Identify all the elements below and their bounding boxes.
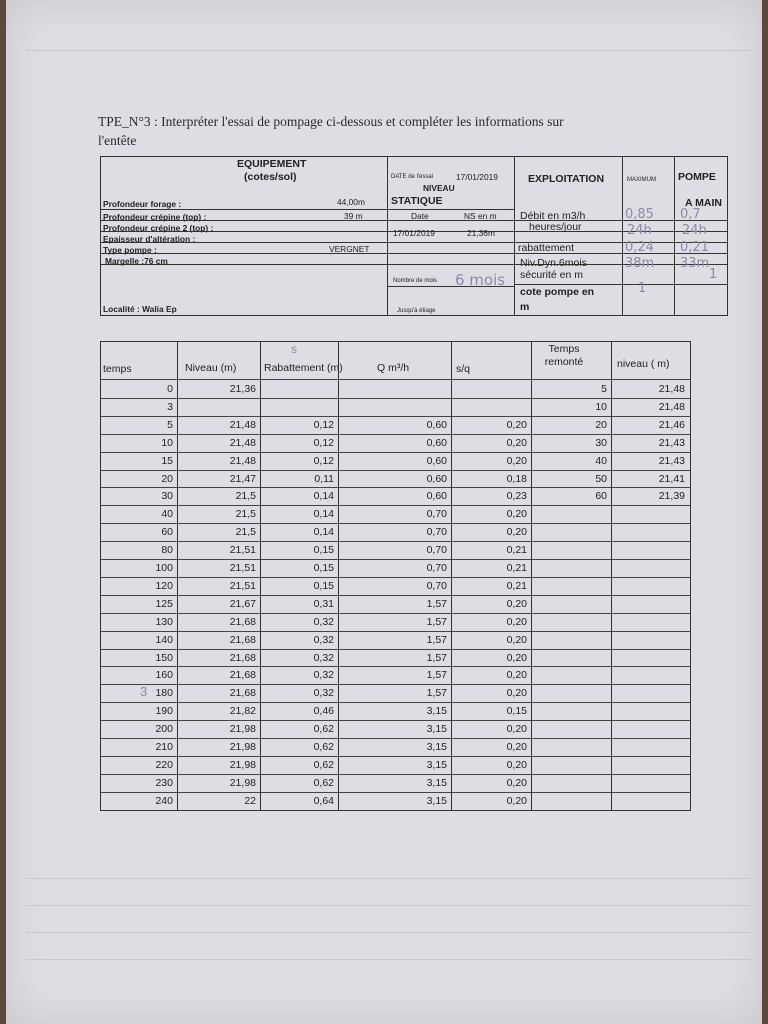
table-cell: 3,15 — [426, 741, 447, 753]
table-cell: 10 — [595, 400, 607, 413]
table-cell: 0 — [167, 383, 173, 395]
table-cell: 40 — [595, 454, 607, 467]
table-cell: 21,98 — [229, 723, 256, 736]
niveau-label: NIVEAU — [423, 183, 455, 193]
table-cell: 0,60 — [426, 454, 447, 467]
date-col-label: Date — [411, 211, 429, 221]
expl-row-m: m — [520, 301, 530, 313]
maximum-label: MAXIMUM — [627, 177, 656, 183]
table-cell: 0,70 — [426, 544, 447, 557]
table-cell: 3,15 — [426, 776, 447, 789]
pompe-heures: 24h — [682, 223, 707, 238]
table-cell: 0,20 — [506, 687, 527, 700]
table-cell: 21,68 — [229, 615, 256, 628]
pompe-nivdyn: 33m — [680, 256, 710, 271]
header-sq: s/q — [456, 363, 471, 375]
type-pompe-value: VERGNET — [329, 244, 370, 254]
table-cell: 1,57 — [426, 669, 447, 682]
type-pompe-label: Type pompe : — [103, 245, 157, 255]
table-cell: 40 — [161, 508, 173, 521]
title-line-2: l'entête — [98, 133, 137, 148]
table-cell: 21,48 — [229, 418, 256, 431]
table-cell: 120 — [155, 579, 173, 592]
table-cell: 0,11 — [314, 472, 334, 485]
table-cell: 21,68 — [229, 669, 256, 682]
table-cell: 0,32 — [313, 615, 334, 628]
expl-row-securite: sécurité en m — [520, 269, 584, 281]
ruled-line — [26, 959, 752, 960]
profondeur-crepine-label: Profondeur crépine (top) : — [103, 212, 207, 222]
table-cell: 21,5 — [235, 508, 256, 521]
table-cell: 0,62 — [313, 741, 334, 753]
table-cell: 0,70 — [426, 562, 447, 574]
statique-label: STATIQUE — [391, 195, 443, 207]
table-cell: 21,67 — [229, 597, 256, 610]
table-cell: 0,20 — [506, 597, 527, 610]
table-cell: 21,51 — [229, 579, 256, 592]
table-cell: 21,82 — [229, 705, 256, 718]
margelle-label: Margelle :76 cm — [105, 256, 168, 266]
table-cell: 21,36 — [229, 383, 256, 395]
table-cell: 0,20 — [506, 633, 527, 646]
table-cell: 22 — [244, 794, 256, 807]
table-cell: 210 — [155, 741, 173, 753]
expl-row-nivdyn: Niv.Dyn.6mois — [520, 257, 587, 269]
a-main-label: A MAIN — [685, 197, 722, 209]
table-cell: 0,60 — [426, 436, 447, 449]
table-cell: 0,62 — [313, 758, 334, 771]
epaisseur-label: Epaisseur d'altération : — [103, 234, 196, 244]
table-cell: 0,21 — [506, 544, 527, 557]
table-cell: 5 — [167, 418, 173, 431]
table-cell: 200 — [155, 723, 173, 736]
table-cell: 160 — [155, 669, 173, 682]
table-cell: 0,64 — [313, 794, 334, 807]
table-cell: 0,14 — [313, 490, 334, 503]
ruled-line — [26, 878, 752, 879]
table-cell: 0,20 — [506, 741, 527, 753]
table-cell: 30 — [595, 436, 607, 449]
table-cell: 0,32 — [313, 633, 334, 646]
table-cell: 21,68 — [229, 651, 256, 664]
table-cell: 3,15 — [426, 758, 447, 771]
pumping-test-table — [100, 341, 691, 811]
date-essai-value: 17/01/2019 — [456, 172, 498, 182]
table-cell: 0,12 — [313, 418, 334, 431]
table-cell: 140 — [155, 633, 173, 646]
header-q: Q m³/h — [377, 362, 410, 374]
table-cell: 0,20 — [506, 615, 527, 628]
table-cell: 240 — [155, 794, 173, 807]
table-cell: 0,46 — [313, 705, 334, 718]
expl-row-cote: cote pompe en — [520, 286, 595, 298]
jusqu-etiage-label: Jusqu'à étiage — [397, 308, 436, 314]
table-cell: 5 — [601, 383, 607, 395]
table-cell: 1,57 — [426, 633, 447, 646]
max-heures: 24h — [627, 223, 652, 238]
table-cell: 0,32 — [313, 651, 334, 664]
table-cell: 20 — [595, 418, 607, 431]
header-rabattement: Rabattement (m) — [264, 362, 343, 374]
table-cell: 0,15 — [313, 562, 334, 574]
max-debit: 0,85 — [625, 207, 654, 222]
table-cell: 150 — [155, 651, 173, 664]
table-cell: 0,20 — [506, 794, 527, 807]
table-cell: 0,32 — [313, 687, 334, 700]
table-cell: 15 — [161, 454, 173, 467]
table-cell: 0,20 — [506, 526, 527, 539]
table-cell: 21,5 — [235, 526, 256, 539]
header-temps: temps — [103, 363, 132, 375]
exploitation-label: EXPLOITATION — [528, 173, 605, 185]
equipement-label: EQUIPEMENT — [237, 158, 307, 170]
table-cell: 0,20 — [506, 723, 527, 736]
table-cell: 21,5 — [235, 490, 256, 503]
ruled-line — [26, 932, 752, 933]
max-nivdyn: 38m — [625, 256, 655, 271]
table-cell: 0,60 — [426, 490, 447, 503]
table-cell: 0,20 — [506, 669, 527, 682]
table-cell: 21,51 — [229, 562, 256, 574]
table-cell: 0,60 — [426, 472, 447, 485]
table-cell: 0,12 — [313, 454, 334, 467]
table-cell: 100 — [155, 562, 173, 574]
table-cell: 0,20 — [506, 508, 527, 521]
table-cell: 1,57 — [426, 651, 447, 664]
table-cell: 50 — [595, 472, 607, 485]
table-cell: 125 — [155, 597, 173, 610]
table-cell: 60 — [161, 526, 173, 539]
table-cell: 3,15 — [426, 794, 447, 807]
table-cell: 0,70 — [426, 526, 447, 539]
table-cell: 0,12 — [313, 436, 334, 449]
ns-col-label: NS en m — [464, 211, 497, 221]
table-cell: 21,41 — [658, 472, 685, 485]
ruled-line — [26, 905, 752, 906]
table-cell: 21,48 — [229, 436, 256, 449]
table-cell: 0,60 — [426, 418, 447, 431]
table-cell: 21,48 — [658, 400, 685, 413]
table-cell: 21,43 — [658, 454, 685, 467]
table-cell: 220 — [155, 758, 173, 771]
header-niveau-remonte: niveau ( m) — [617, 358, 670, 370]
table-cell: 180 — [155, 687, 173, 700]
table-cell: 0,31 — [313, 597, 334, 610]
table-cell: 21,68 — [229, 633, 256, 646]
profondeur-forage-value: 44,00m — [337, 197, 365, 207]
table-cell: 0,20 — [506, 758, 527, 771]
table-cell: 0,21 — [506, 562, 527, 574]
table-cell: 0,70 — [426, 508, 447, 521]
header-niveau: Niveau (m) — [185, 362, 237, 374]
table-cell: 0,18 — [506, 472, 527, 485]
table-cell: 21,98 — [229, 741, 256, 753]
table-cell: 0,21 — [506, 579, 527, 592]
table-cell: 0,20 — [506, 454, 527, 467]
pompe-cote: 1 — [709, 267, 718, 282]
ruled-line — [26, 50, 752, 51]
table-cell: 21,48 — [658, 383, 685, 395]
table-cell: 0,14 — [313, 508, 334, 521]
table-cell: 0,70 — [426, 579, 447, 592]
table-cell: 190 — [155, 705, 173, 718]
table-cell: 0,20 — [506, 418, 527, 431]
table-cell: 0,14 — [313, 526, 334, 539]
table-cell: 1,57 — [426, 687, 447, 700]
margin-mark: 3 — [140, 684, 148, 699]
table-cell: 3,15 — [426, 705, 447, 718]
assignment-title — [98, 112, 638, 150]
table-cell: 0,32 — [313, 669, 334, 682]
expl-row-heures: heures/jour — [529, 221, 582, 233]
table-cell: 21,43 — [658, 436, 685, 449]
max-rabattement: 0,24 — [625, 240, 654, 255]
pompe-debit: 0,7 — [680, 207, 701, 222]
table-cell: 80 — [161, 544, 173, 557]
table-cell: 0,20 — [506, 651, 527, 664]
table-cell: 0,62 — [313, 723, 334, 736]
table-cell: 30 — [161, 490, 173, 503]
rabattement-s-mark: s — [291, 342, 297, 356]
profondeur-forage-label: Profondeur forage : — [103, 199, 182, 209]
nombre-mois-label: Nombre de mois — [393, 278, 438, 284]
title-line-1: TPE_N°3 : Interpréter l'essai de pompage ci-dessous et compléter les informations sur — [98, 114, 564, 129]
table-cell: 21,51 — [229, 544, 256, 557]
header-temps-remonte: Temps remonté — [544, 343, 584, 368]
table-cell: 3,15 — [426, 723, 447, 736]
date-value: 17/01/2019 — [393, 228, 435, 238]
table-cell: 21,39 — [658, 490, 685, 503]
table-cell: 21,68 — [229, 687, 256, 700]
localite-label: Localité : Walia Ep — [103, 304, 177, 314]
table-cell: 230 — [155, 776, 173, 789]
table-cell: 20 — [161, 472, 173, 485]
table-cell: 10 — [161, 436, 173, 449]
max-cote: 1 — [638, 281, 647, 296]
table-cell: 0,15 — [506, 705, 527, 718]
ns-value: 21,36m — [467, 228, 495, 238]
table-cell: 0,15 — [313, 579, 334, 592]
cotes-sol-label: (cotes/sol) — [244, 171, 297, 183]
profondeur-crepine-value: 39 m — [344, 211, 363, 221]
table-cell: 21,48 — [229, 454, 256, 467]
table-cell: 0,23 — [506, 490, 527, 503]
table-cell: 21,98 — [229, 776, 256, 789]
profondeur-crepine2-label: Profondeur crépine 2 (top) : — [103, 223, 214, 233]
table-cell: 60 — [595, 490, 607, 503]
table-cell: 130 — [155, 615, 173, 628]
nombre-mois-value: 6 mois — [455, 271, 506, 289]
table-cell: 21,47 — [229, 472, 256, 485]
table-cell: 1,57 — [426, 615, 447, 628]
table-cell: 3 — [167, 400, 173, 413]
expl-row-debit: Débit en m3/h — [520, 210, 586, 222]
table-cell: 21,46 — [658, 418, 685, 431]
table-cell: 21,98 — [229, 758, 256, 771]
expl-row-rabattement: rabattement — [518, 242, 575, 254]
pompe-rabattement: 0,21 — [680, 240, 709, 255]
table-cell: 0,20 — [506, 436, 527, 449]
date-essai-label: DATE de l'essai — [391, 174, 434, 180]
pompe-label: POMPE — [678, 171, 716, 183]
table-cell: 0,62 — [313, 776, 334, 789]
table-cell: 0,15 — [313, 544, 334, 557]
header-table — [100, 156, 728, 316]
table-cell: 1,57 — [426, 597, 447, 610]
table-cell: 0,20 — [506, 776, 527, 789]
